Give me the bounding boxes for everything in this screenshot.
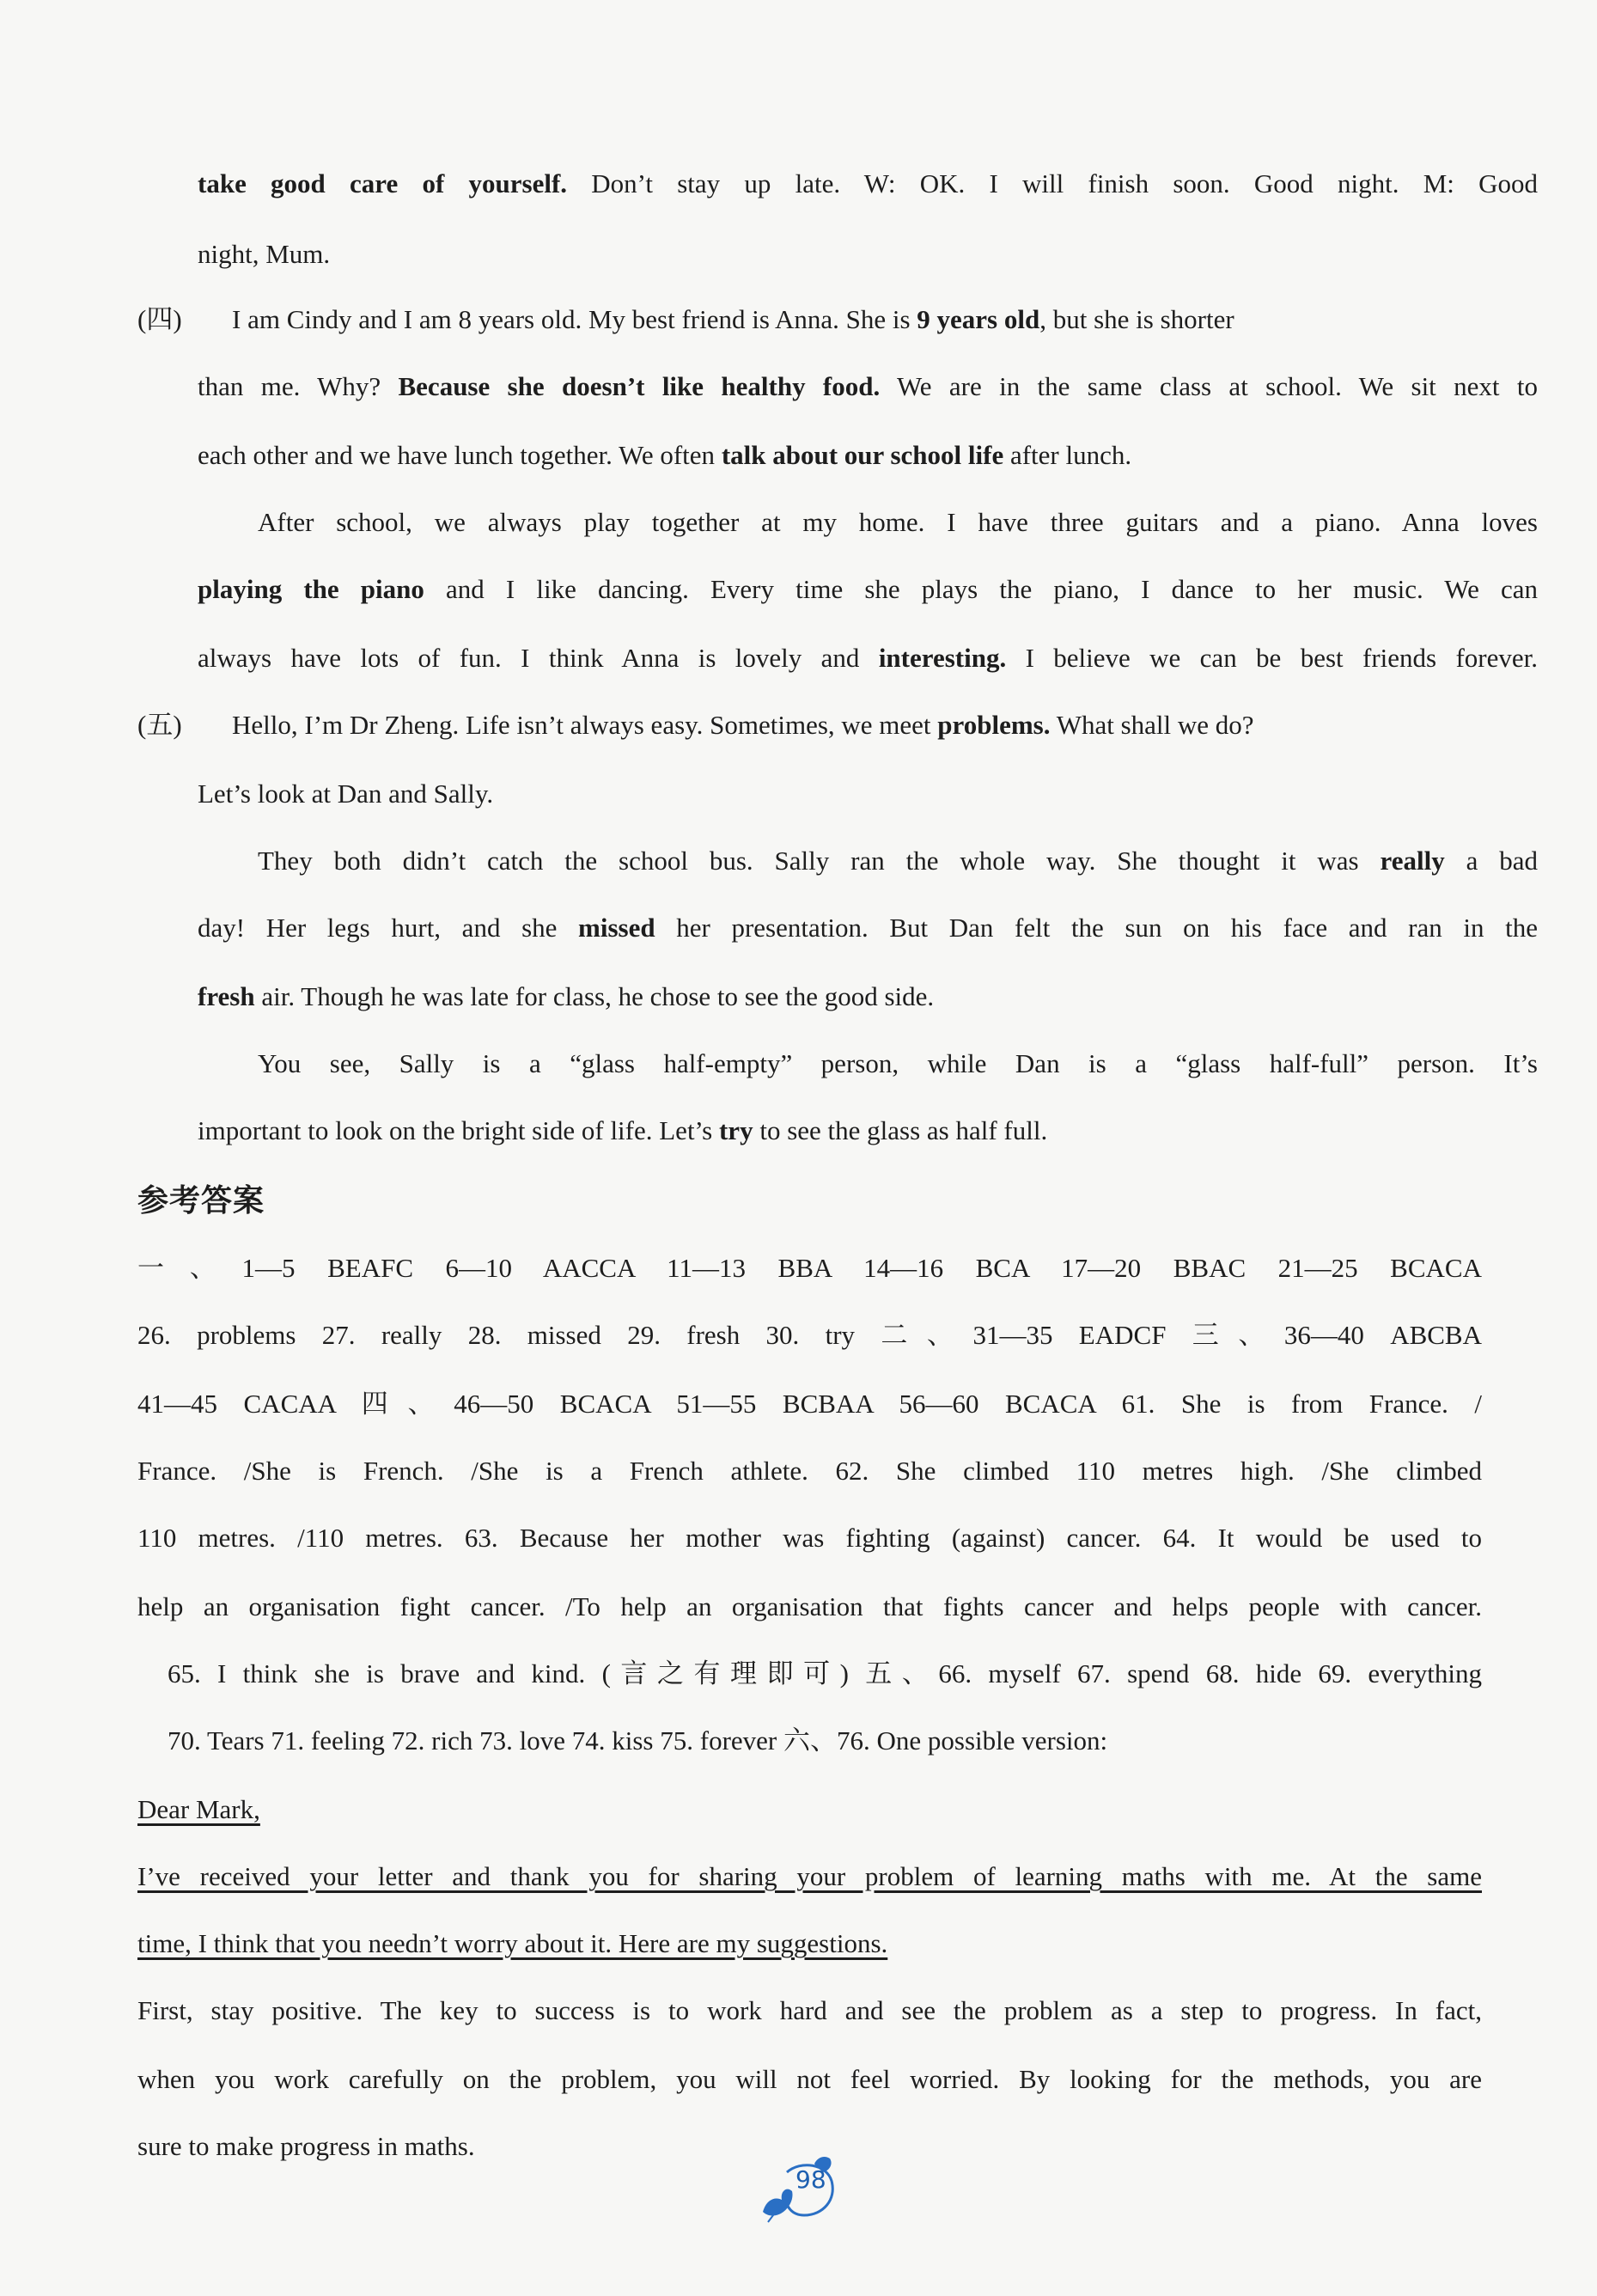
- answer-line: 一、1—5 BEAFC 6—10 AACCA 11—13 BBA 14—16 BCA 17—20 BBAC 21—25 BCACA: [137, 1253, 1482, 1283]
- passage-5-line-5: fresh air. Though he was late for class, he chose to see the good side.: [198, 981, 935, 1011]
- section-marker: (五): [137, 710, 182, 740]
- letter-underlined-line: I’ve received your letter and thank you for sharing your problem of learning maths with me. At the same: [137, 1861, 1482, 1891]
- letter-line: First, stay positive. The key to success is to work hard and see the problem as a step to progress. In fact,: [137, 1995, 1482, 2025]
- answer-bold: 9 years old: [917, 304, 1040, 334]
- letter-underlined-line: time, I think that you needn’t worry about it. Here are my suggestions.: [137, 1928, 888, 1958]
- answer-line: 65. I think she is brave and kind. (言之有理即可) 五、66. myself 67. spend 68. hide 69. everything: [168, 1658, 1482, 1688]
- page-number-badge: [754, 2152, 849, 2229]
- page-number: 98: [795, 2165, 826, 2194]
- answer-line: France. /She is French. /She is a French athlete. 62. She climbed 110 metres high. /She climbed: [137, 1456, 1482, 1486]
- answer-line: 41—45 CACAA 四、46—50 BCACA 51—55 BCBAA 56—60 BCACA 61. She is from France. /: [137, 1389, 1482, 1419]
- section-marker: (四): [137, 304, 182, 334]
- passage-4-line-3: each other and we have lunch together. We often talk about our school life after lunch.: [198, 440, 1132, 470]
- passage-4-line-6: always have lots of fun. I think Anna is lovely and interesting. I believe we can be best friends forever.: [198, 643, 1538, 673]
- passage-5-line-2: Let’s look at Dan and Sally.: [198, 779, 494, 809]
- passage-4-line-4: After school, we always play together at my home. I have three guitars and a piano. Anna loves: [258, 507, 1538, 537]
- passage-5-line-6: You see, Sally is a “glass half-empty” person, while Dan is a “glass half-full” person. It’s: [258, 1048, 1538, 1078]
- passage-5-line-7: important to look on the bright side of life. Let’s try to see the glass as half full.: [198, 1115, 1048, 1145]
- letter-line: sure to make progress in maths.: [137, 2131, 475, 2161]
- answer-bold: problems.: [937, 710, 1051, 740]
- passage-5-line-3: They both didn’t catch the school bus. Sally ran the whole way. She thought it was really a bad: [258, 846, 1538, 876]
- answer-bold: Because she doesn’t like healthy food.: [398, 371, 881, 401]
- dialogue-line-1: take good care of yourself. Don’t stay up late. W: OK. I will finish soon. Good night. M: Good: [198, 168, 1538, 198]
- dialogue-line-2: night, Mum.: [198, 239, 331, 269]
- answer-bold: try: [718, 1115, 753, 1145]
- answer-line: 110 metres. /110 metres. 63. Because her mother was fighting (against) cancer. 64. It would be used to: [137, 1523, 1482, 1553]
- answer-bold: take good care of yourself.: [198, 168, 568, 198]
- passage-5-line-1: (五) Hello, I’m Dr Zheng. Life isn’t always easy. Sometimes, we meet problems. What shall we do?: [137, 708, 1538, 742]
- letter-greeting: Dear Mark,: [137, 1794, 260, 1824]
- answer-bold: really: [1380, 846, 1445, 876]
- answer-line: help an organisation fight cancer. /To help an organisation that fights cancer and helps people with cancer.: [137, 1591, 1482, 1621]
- answer-key-heading: 参考答案: [137, 1183, 265, 1218]
- letter-line: when you work carefully on the problem, you will not feel worried. By looking for the methods, you are: [137, 2064, 1482, 2094]
- passage-4-line-5: playing the piano and I like dancing. Every time she plays the piano, I dance to her music. We can: [198, 574, 1538, 604]
- answer-bold: interesting.: [878, 643, 1007, 673]
- answer-bold: missed: [578, 913, 655, 943]
- answer-bold: fresh: [198, 981, 255, 1011]
- answer-line: 70. Tears 71. feeling 72. rich 73. love 74. kiss 75. forever 六、76. One possible version:: [168, 1725, 1108, 1756]
- passage-4-line-2: than me. Why? Because she doesn’t like healthy food. We are in the same class at school. We sit next to: [198, 371, 1538, 401]
- passage-4-line-1: (四) I am Cindy and I am 8 years old. My best friend is Anna. She is 9 years old, but she is shorter: [137, 302, 1538, 337]
- answer-bold: playing the piano: [198, 574, 424, 604]
- passage-5-line-4: day! Her legs hurt, and she missed her presentation. But Dan felt the sun on his face and ran in the: [198, 913, 1539, 943]
- answer-bold: talk about our school life: [721, 440, 1004, 470]
- answer-line: 26. problems 27. really 28. missed 29. fresh 30. try 二、31—35 EADCF 三、36—40 ABCBA: [137, 1320, 1482, 1350]
